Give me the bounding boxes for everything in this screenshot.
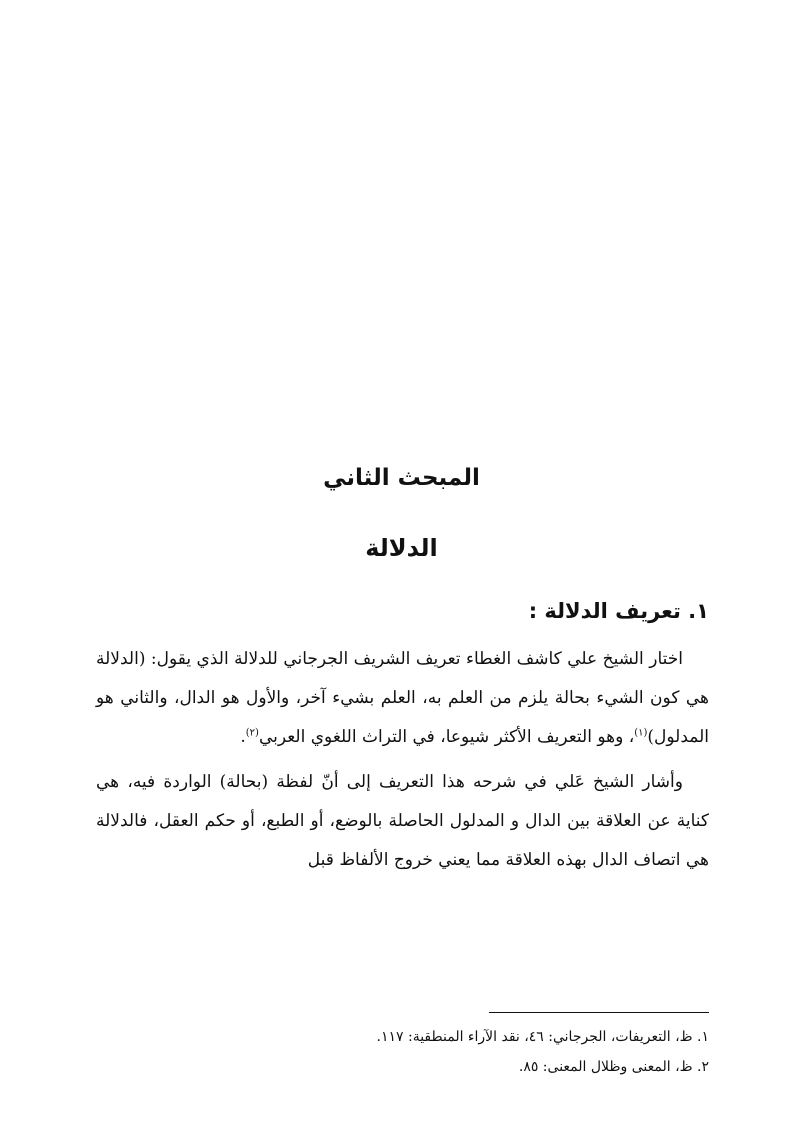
footnotes (96, 1022, 709, 1082)
chapter-title: الدلالة (365, 534, 438, 562)
footnote-2: ٢. ظ، المعنى وظلال المعنى: ٨٥. (518, 1059, 709, 1075)
paragraph-definition-part-b: ، وهو التعريف الأكثر شيوعا، في التراث اللغوي العربي (258, 727, 635, 747)
body-text (96, 640, 709, 886)
footnote-ref-1: (١) (634, 727, 648, 739)
paragraph-definition-part-a: اختار الشيخ علي كاشف الغطاء تعريف الشريف الجرجاني للدلالة الذي يقول: (الدلالة هي كون الشيء بحالة يلزم من العلم به، العلم بشيء آخر، والأول هو الدال، والثاني هو المدلول) (96, 649, 709, 747)
section-title: المبحث الثاني (323, 465, 480, 491)
footnote-divider (489, 1012, 709, 1013)
footnote-1: ١. ظ، التعريفات، الجرجاني: ٤٦، نقد الآراء المنطقية: ١١٧. (376, 1029, 709, 1045)
footnote-ref-2: (٢) (245, 727, 259, 739)
paragraph-definition (96, 640, 709, 757)
subheading: ١. تعريف الدلالة : (528, 599, 709, 623)
paragraph-explanation: وأشار الشيخ عَلي في شرحه هذا التعريف إلى أنّ لفظة (بحالة) الواردة فيه، هي كناية عن العلاقة بين الدال و المدلول الحاصلة بالوضع، أو الطبع، أو حكم العقل، فالدلالة هي اتصاف الدال بهذه العلاقة مما يعني خروج الألفاظ قبل (96, 772, 709, 870)
paragraph-definition-part-c: . (240, 727, 246, 747)
